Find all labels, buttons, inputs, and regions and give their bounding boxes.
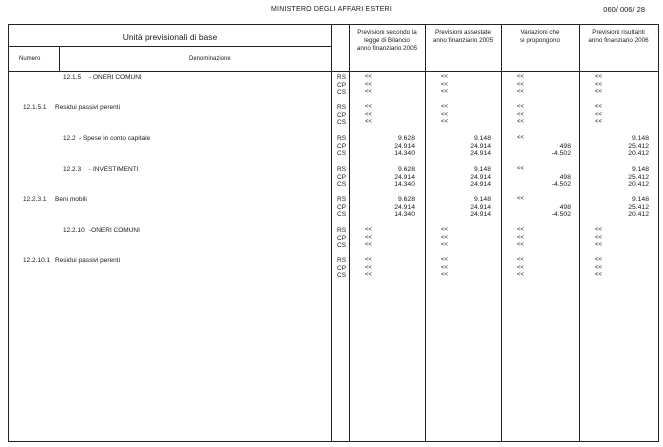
cell-bilancio: 24.914 xyxy=(394,142,415,150)
cell-variazioni: << xyxy=(517,257,525,263)
row-label: - INVESTIMENTI xyxy=(89,166,139,173)
row-numero: 12.2.3.1 xyxy=(23,196,47,203)
row-type-label: RS xyxy=(337,227,347,234)
cell-risultanti: 25.412 xyxy=(628,203,649,211)
cell-assestate: << xyxy=(441,111,449,118)
header-divider xyxy=(9,71,658,72)
cell-assestate: 24.914 xyxy=(470,211,491,218)
cell-variazioni: << xyxy=(517,119,525,125)
cell-assestate: 24.914 xyxy=(470,142,491,150)
cell-bilancio: 14.340 xyxy=(394,211,415,218)
cell-bilancio: << xyxy=(365,234,373,241)
cell-risultanti: 9.148 xyxy=(631,135,649,142)
cell-variazioni: -4.502 xyxy=(551,211,571,218)
col-numero-header: Numero xyxy=(19,56,41,62)
cell-bilancio: << xyxy=(365,242,373,248)
row-label: Residui passivi perenti xyxy=(55,104,121,111)
row-type-label: RS xyxy=(337,166,347,173)
row-type-label: RS xyxy=(337,104,347,111)
budget-table xyxy=(8,24,659,442)
cell-assestate: 9.148 xyxy=(473,166,491,173)
col-variazioni: Variazioni che si propongono xyxy=(520,29,560,44)
row-label: Residui passivi perenti xyxy=(55,257,121,264)
cell-variazioni: << xyxy=(517,242,525,248)
cell-bilancio: << xyxy=(365,74,373,80)
row-type-label: CS xyxy=(337,150,347,157)
cell-assestate: << xyxy=(441,227,449,233)
cell-bilancio: 9.628 xyxy=(397,135,415,142)
cell-bilancio: 14.340 xyxy=(394,181,415,188)
cell-assestate: 9.148 xyxy=(473,196,491,203)
row-label: - ONERI COMUNI xyxy=(89,74,142,81)
cell-variazioni: << xyxy=(517,89,525,95)
row-type-label: RS xyxy=(337,74,347,81)
cell-variazioni: << xyxy=(517,74,525,80)
cell-assestate: 24.914 xyxy=(470,181,491,188)
col-previsioni-assestate: Previsioni assestate anno finanziario 2005 xyxy=(432,29,494,44)
cell-risultanti: << xyxy=(595,227,603,233)
col-previsioni-risultanti: Previsioni risultanti anno finanziario 2006 xyxy=(588,29,649,44)
row-numero: 12.1.5.1 xyxy=(23,104,47,111)
cell-variazioni: << xyxy=(517,104,525,110)
cell-variazioni: << xyxy=(517,234,525,241)
cell-assestate: << xyxy=(441,81,449,88)
cell-variazioni: << xyxy=(517,227,525,233)
cell-risultanti: << xyxy=(595,89,603,95)
table-row xyxy=(9,166,658,191)
cell-risultanti: 20.412 xyxy=(628,211,649,218)
row-numero: 12.2.10.1 xyxy=(23,257,51,264)
page-code: 060/ 006/ 28 xyxy=(603,5,645,14)
cell-risultanti: << xyxy=(595,264,603,271)
document-title: MINISTERO DEGLI AFFARI ESTERI xyxy=(271,6,392,13)
cell-risultanti: << xyxy=(595,104,603,110)
cell-assestate: << xyxy=(441,234,449,241)
cell-assestate: << xyxy=(441,74,449,80)
cell-bilancio: << xyxy=(365,89,373,95)
cell-assestate: 24.914 xyxy=(470,173,491,181)
row-type-label: RS xyxy=(337,135,347,142)
table-row xyxy=(9,257,658,282)
cell-bilancio: 24.914 xyxy=(394,173,415,181)
col-previsioni-bilancio: Previsioni secondo la legge di Bilancio anno finanziario 2005 xyxy=(356,29,418,52)
cell-assestate: 9.148 xyxy=(473,135,491,142)
row-type-label: RS xyxy=(337,257,347,264)
cell-variazioni: 498 xyxy=(559,203,571,211)
cell-bilancio: << xyxy=(365,264,373,271)
cell-assestate: << xyxy=(441,264,449,271)
row-type-label: CP xyxy=(337,234,347,242)
cell-bilancio: << xyxy=(365,227,373,233)
row-code: 12.2.10 xyxy=(63,227,85,234)
cell-variazioni: << xyxy=(517,272,525,278)
cell-bilancio: << xyxy=(365,119,373,125)
cell-risultanti: << xyxy=(595,272,603,278)
cell-bilancio: 9.628 xyxy=(397,166,415,173)
cell-variazioni: << xyxy=(517,81,525,88)
row-label: -ONERI COMUNI xyxy=(89,227,140,234)
column-divider xyxy=(59,46,60,71)
cell-assestate: << xyxy=(441,104,449,110)
table-row xyxy=(9,135,658,160)
row-type-label: CP xyxy=(337,173,347,181)
cell-risultanti: 9.148 xyxy=(631,196,649,203)
cell-variazioni: << xyxy=(517,135,525,141)
row-type-label: CS xyxy=(337,211,347,218)
cell-risultanti: << xyxy=(595,257,603,263)
cell-variazioni: 498 xyxy=(559,173,571,181)
cell-assestate: << xyxy=(441,242,449,248)
cell-risultanti: 20.412 xyxy=(628,150,649,157)
row-code: 12.1.5 xyxy=(63,74,82,81)
cell-risultanti: << xyxy=(595,74,603,80)
cell-bilancio: 9.628 xyxy=(397,196,415,203)
cell-variazioni: << xyxy=(517,166,525,172)
cell-risultanti: 20.412 xyxy=(628,181,649,188)
cell-variazioni: 498 xyxy=(559,142,571,150)
table-row xyxy=(9,74,658,99)
table-row xyxy=(9,196,658,221)
cell-variazioni: << xyxy=(517,264,525,271)
row-label: - Spese in conto capitale xyxy=(79,135,151,142)
header-divider xyxy=(9,46,331,47)
cell-bilancio: << xyxy=(365,104,373,110)
unita-heading: Unità previsionali di base xyxy=(122,32,218,42)
row-type-label: CS xyxy=(337,242,347,249)
row-code: 12.2.3 xyxy=(63,166,82,173)
cell-bilancio: << xyxy=(365,111,373,118)
cell-assestate: << xyxy=(441,89,449,95)
row-type-label: CP xyxy=(337,81,347,89)
cell-variazioni: << xyxy=(517,196,525,202)
cell-assestate: << xyxy=(441,257,449,263)
row-type-label: RS xyxy=(337,196,347,203)
row-type-label: CP xyxy=(337,264,347,272)
row-type-label: CS xyxy=(337,119,347,126)
table-row xyxy=(9,227,658,252)
cell-risultanti: 25.412 xyxy=(628,173,649,181)
row-type-label: CP xyxy=(337,142,347,150)
col-denominazione-header: Denominazione xyxy=(189,56,231,62)
row-label: Beni mobili xyxy=(55,196,87,203)
cell-risultanti: << xyxy=(595,242,603,248)
cell-bilancio: << xyxy=(365,81,373,88)
cell-risultanti: << xyxy=(595,119,603,125)
cell-bilancio: 14.340 xyxy=(394,150,415,157)
row-code: 12.2 xyxy=(63,135,76,142)
cell-risultanti: 9.148 xyxy=(631,166,649,173)
cell-bilancio: 24.914 xyxy=(394,203,415,211)
cell-risultanti: << xyxy=(595,234,603,241)
cell-assestate: << xyxy=(441,272,449,278)
table-row xyxy=(9,104,658,129)
cell-assestate: 24.914 xyxy=(470,203,491,211)
cell-risultanti: 25.412 xyxy=(628,142,649,150)
row-type-label: CP xyxy=(337,203,347,211)
cell-variazioni: << xyxy=(517,111,525,118)
cell-variazioni: -4.502 xyxy=(551,181,571,188)
cell-risultanti: << xyxy=(595,81,603,88)
cell-variazioni: -4.502 xyxy=(551,150,571,157)
cell-assestate: 24.914 xyxy=(470,150,491,157)
cell-bilancio: << xyxy=(365,257,373,263)
cell-risultanti: << xyxy=(595,111,603,118)
row-type-label: CP xyxy=(337,111,347,119)
row-type-label: CS xyxy=(337,181,347,188)
row-type-label: CS xyxy=(337,89,347,96)
row-type-label: CS xyxy=(337,272,347,279)
cell-bilancio: << xyxy=(365,272,373,278)
cell-assestate: << xyxy=(441,119,449,125)
